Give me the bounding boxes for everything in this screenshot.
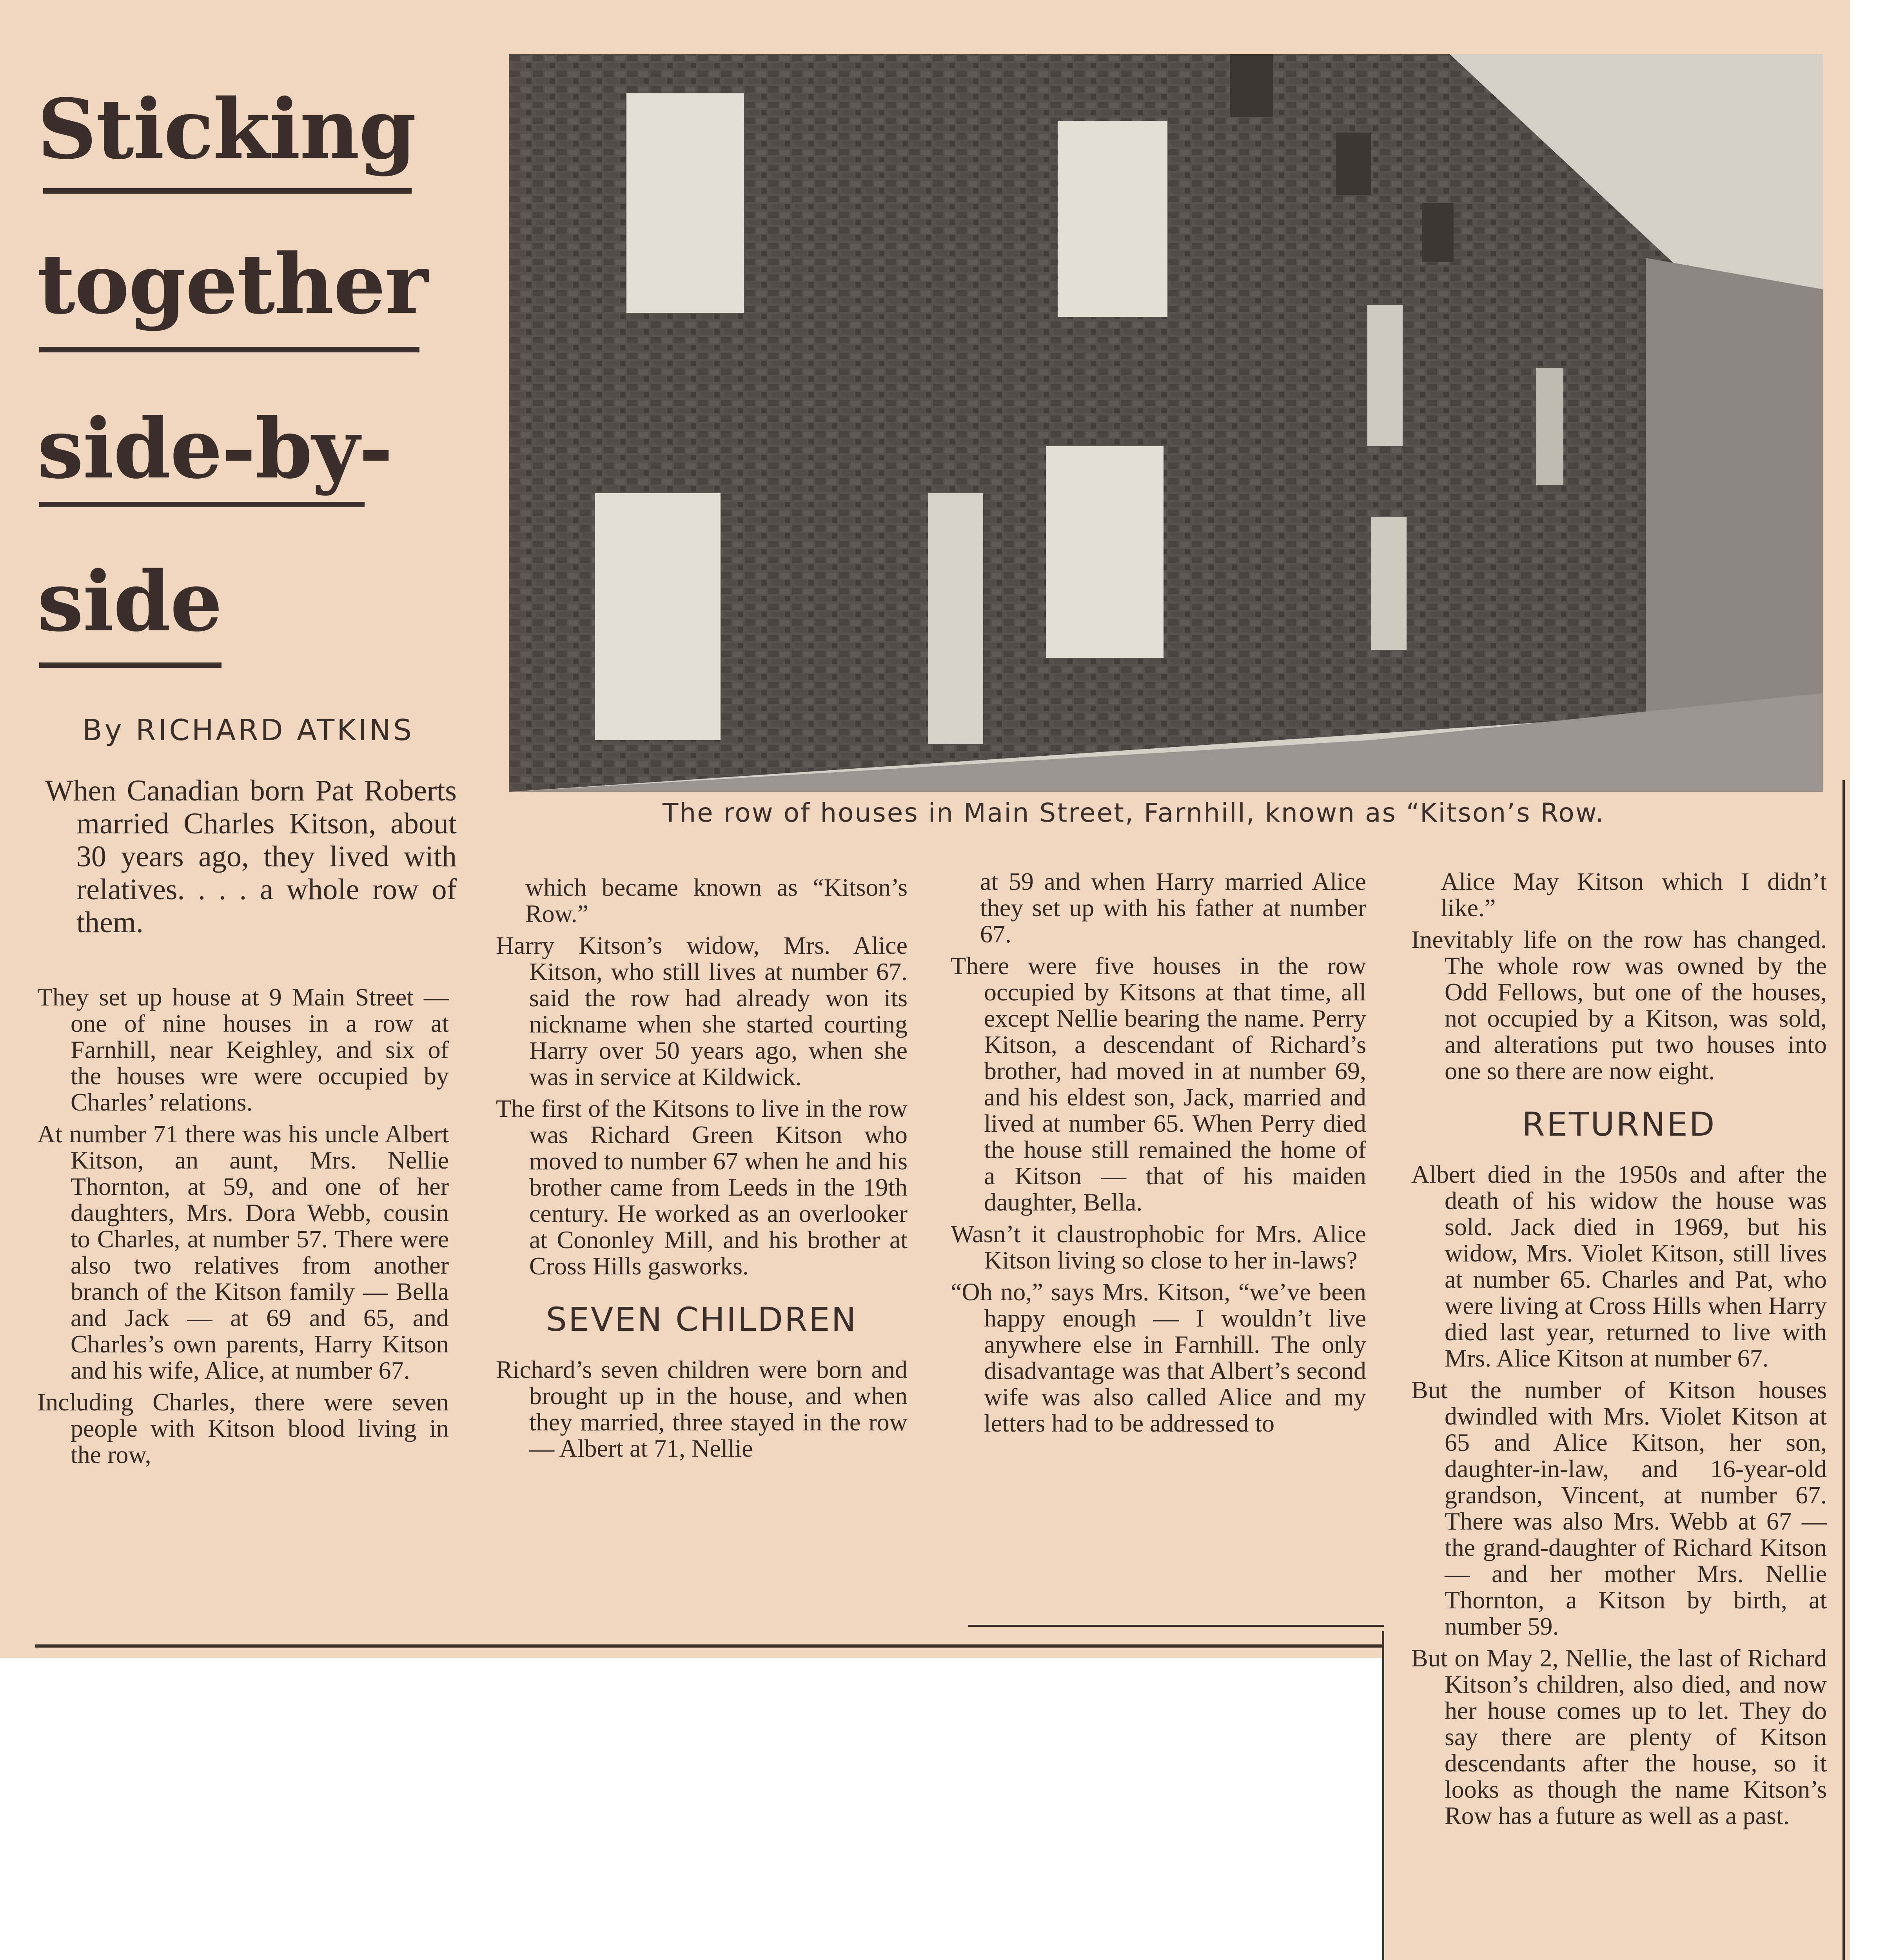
- headline-line-2: together: [37, 236, 428, 332]
- distant-buildings: [1646, 258, 1823, 720]
- paragraph: They set up house at 9 Main Street — one of nine houses in a row at Farnhill, near Keighley, and six of the houses wre were occupied by Charles’ relations.: [37, 983, 449, 1116]
- paragraph: Alice May Kitson which I didn’t like.”: [1441, 867, 1827, 922]
- paragraph: At number 71 there was his uncle Albert Kitson, an aunt, Mrs. Nellie Thornton, at 59, and one of her daughters, Mrs. Dora Webb, cousin to Charles, at number 57. There were also two relatives from another branch of the Kitson family — Bella and Jack — at 69 and 65, and Charles’s own parents, Harry Kitson and his wife, Alice, at number 67.: [37, 1120, 449, 1384]
- right-rule: [1842, 780, 1845, 1960]
- bottom-rule: [35, 1644, 1384, 1648]
- headline-line-4: side: [37, 553, 222, 650]
- paragraph: which became known as “Kitson’s Row.”: [525, 873, 908, 927]
- headline-line-3: side-by-: [37, 400, 392, 497]
- paragraph: “Oh no,” says Mrs. Kitson, “we’ve been happy enough — I wouldn’t live anywhere else in Farnhill. The only disadvantage was that Albert’s second wife was also called Alice and my letters had to be addressed to: [951, 1278, 1366, 1437]
- window: [1058, 121, 1167, 317]
- paragraph: The first of the Kitsons to live in the row was Richard Green Kitson who moved to number 67 when he and his brother came from Leeds in the 19th century. He worked as an overlooker at Cononley Mill, and his brother at Cross Hills gasworks.: [496, 1094, 908, 1280]
- window: [1367, 305, 1403, 446]
- paragraph: But the number of Kitson houses dwindled with Mrs. Violet Kitson at 65 and Alice Kitson, her son, daughter-in-law, and 16-year-old grandson, Vincent, at number 67. There was also Mrs. Webb at 67 — the grand-daughter of Richard Kitson — and her mother Mrs. Nellie Thornton, a Kitson by birth, at number 59.: [1411, 1376, 1827, 1640]
- window: [1371, 517, 1407, 650]
- column-rule: [1382, 1631, 1384, 1960]
- paragraph: There were five houses in the row occupied by Kitsons at that time, all except Nellie bearing the name. Perry Kitson, a descendant of Richard’s brother, had moved in at number 69, and his eldest son, Jack, married and lived at number 65. When Perry died the house still remained the home of a Kitson — that of his maiden daughter, Bella.: [951, 952, 1366, 1216]
- headline-rule: [39, 347, 419, 352]
- lead-text: When Canadian born Pat Roberts married Charles Kitson, about 30 years ago, they lived with relatives. . . . a whole row of them.: [45, 774, 457, 939]
- column-rule: [968, 1625, 1384, 1627]
- paragraph: But on May 2, Nellie, the last of Richard Kitson’s children, also died, and now her house comes up to let. They do say there are plenty of Kitson descendants after the house, so it looks as though the name Kitson’s Row has a future as well as a past.: [1411, 1644, 1827, 1829]
- headline-rule: [43, 188, 412, 194]
- window: [1536, 368, 1563, 485]
- subheading: SEVEN CHILDREN: [546, 1300, 858, 1339]
- subheading: RETURNED: [1522, 1105, 1716, 1143]
- headline-rule: [39, 502, 365, 507]
- window: [626, 93, 744, 313]
- headline-rule: [39, 662, 221, 668]
- paragraph: Richard’s seven children were born and brought up in the house, and when they married, three stayed in the row — Albert at 71, Nellie: [496, 1356, 908, 1462]
- door: [928, 493, 983, 744]
- paragraph: at 59 and when Harry married Alice they set up with his father at number 67.: [980, 867, 1366, 948]
- column-1: [37, 984, 449, 1473]
- byline: By RICHARD ATKINS: [82, 713, 414, 747]
- column-2: [496, 874, 908, 1467]
- window: [595, 493, 721, 740]
- row-of-houses-photo: [509, 54, 1823, 792]
- photo-illustration: [509, 54, 1823, 792]
- headline-line-1: Sticking: [37, 81, 416, 178]
- paragraph: Wasn’t it claustrophobic for Mrs. Alice Kitson living so close to her in-laws?: [951, 1220, 1366, 1274]
- chimney: [1422, 203, 1454, 262]
- column-4: [1411, 868, 1827, 1834]
- window: [1046, 446, 1164, 658]
- paragraph: Albert died in the 1950s and after the death of his widow the house was sold. Jack died in 1969, but his widow, Mrs. Violet Kitson, still lives at number 65. Charles and Pat, who were living at Cross Hills when Harry died last year, returned to live with Mrs. Alice Kitson at number 67.: [1411, 1160, 1827, 1372]
- lead-paragraph: [45, 774, 457, 939]
- paragraph: Including Charles, there were seven people with Kitson blood living in the row,: [37, 1388, 449, 1468]
- paragraph: Inevitably life on the row has changed. The whole row was owned by the Odd Fellows, but one of the houses, not occupied by a Kitson, was sold, and alterations put two houses into one so there are now eight.: [1411, 926, 1827, 1085]
- photo-caption: The row of houses in Main Street, Farnhill, known as “Kitson’s Row.: [663, 798, 1605, 828]
- paragraph: Harry Kitson’s widow, Mrs. Alice Kitson, who still lives at number 67. said the row had already won its nickname when she started courting Harry over 50 years ago, when she was in service at Kildwick.: [496, 931, 908, 1091]
- chimney: [1336, 132, 1371, 195]
- page-margin: [1850, 0, 1886, 1666]
- chimney: [1230, 54, 1273, 117]
- column-3: [951, 868, 1366, 1442]
